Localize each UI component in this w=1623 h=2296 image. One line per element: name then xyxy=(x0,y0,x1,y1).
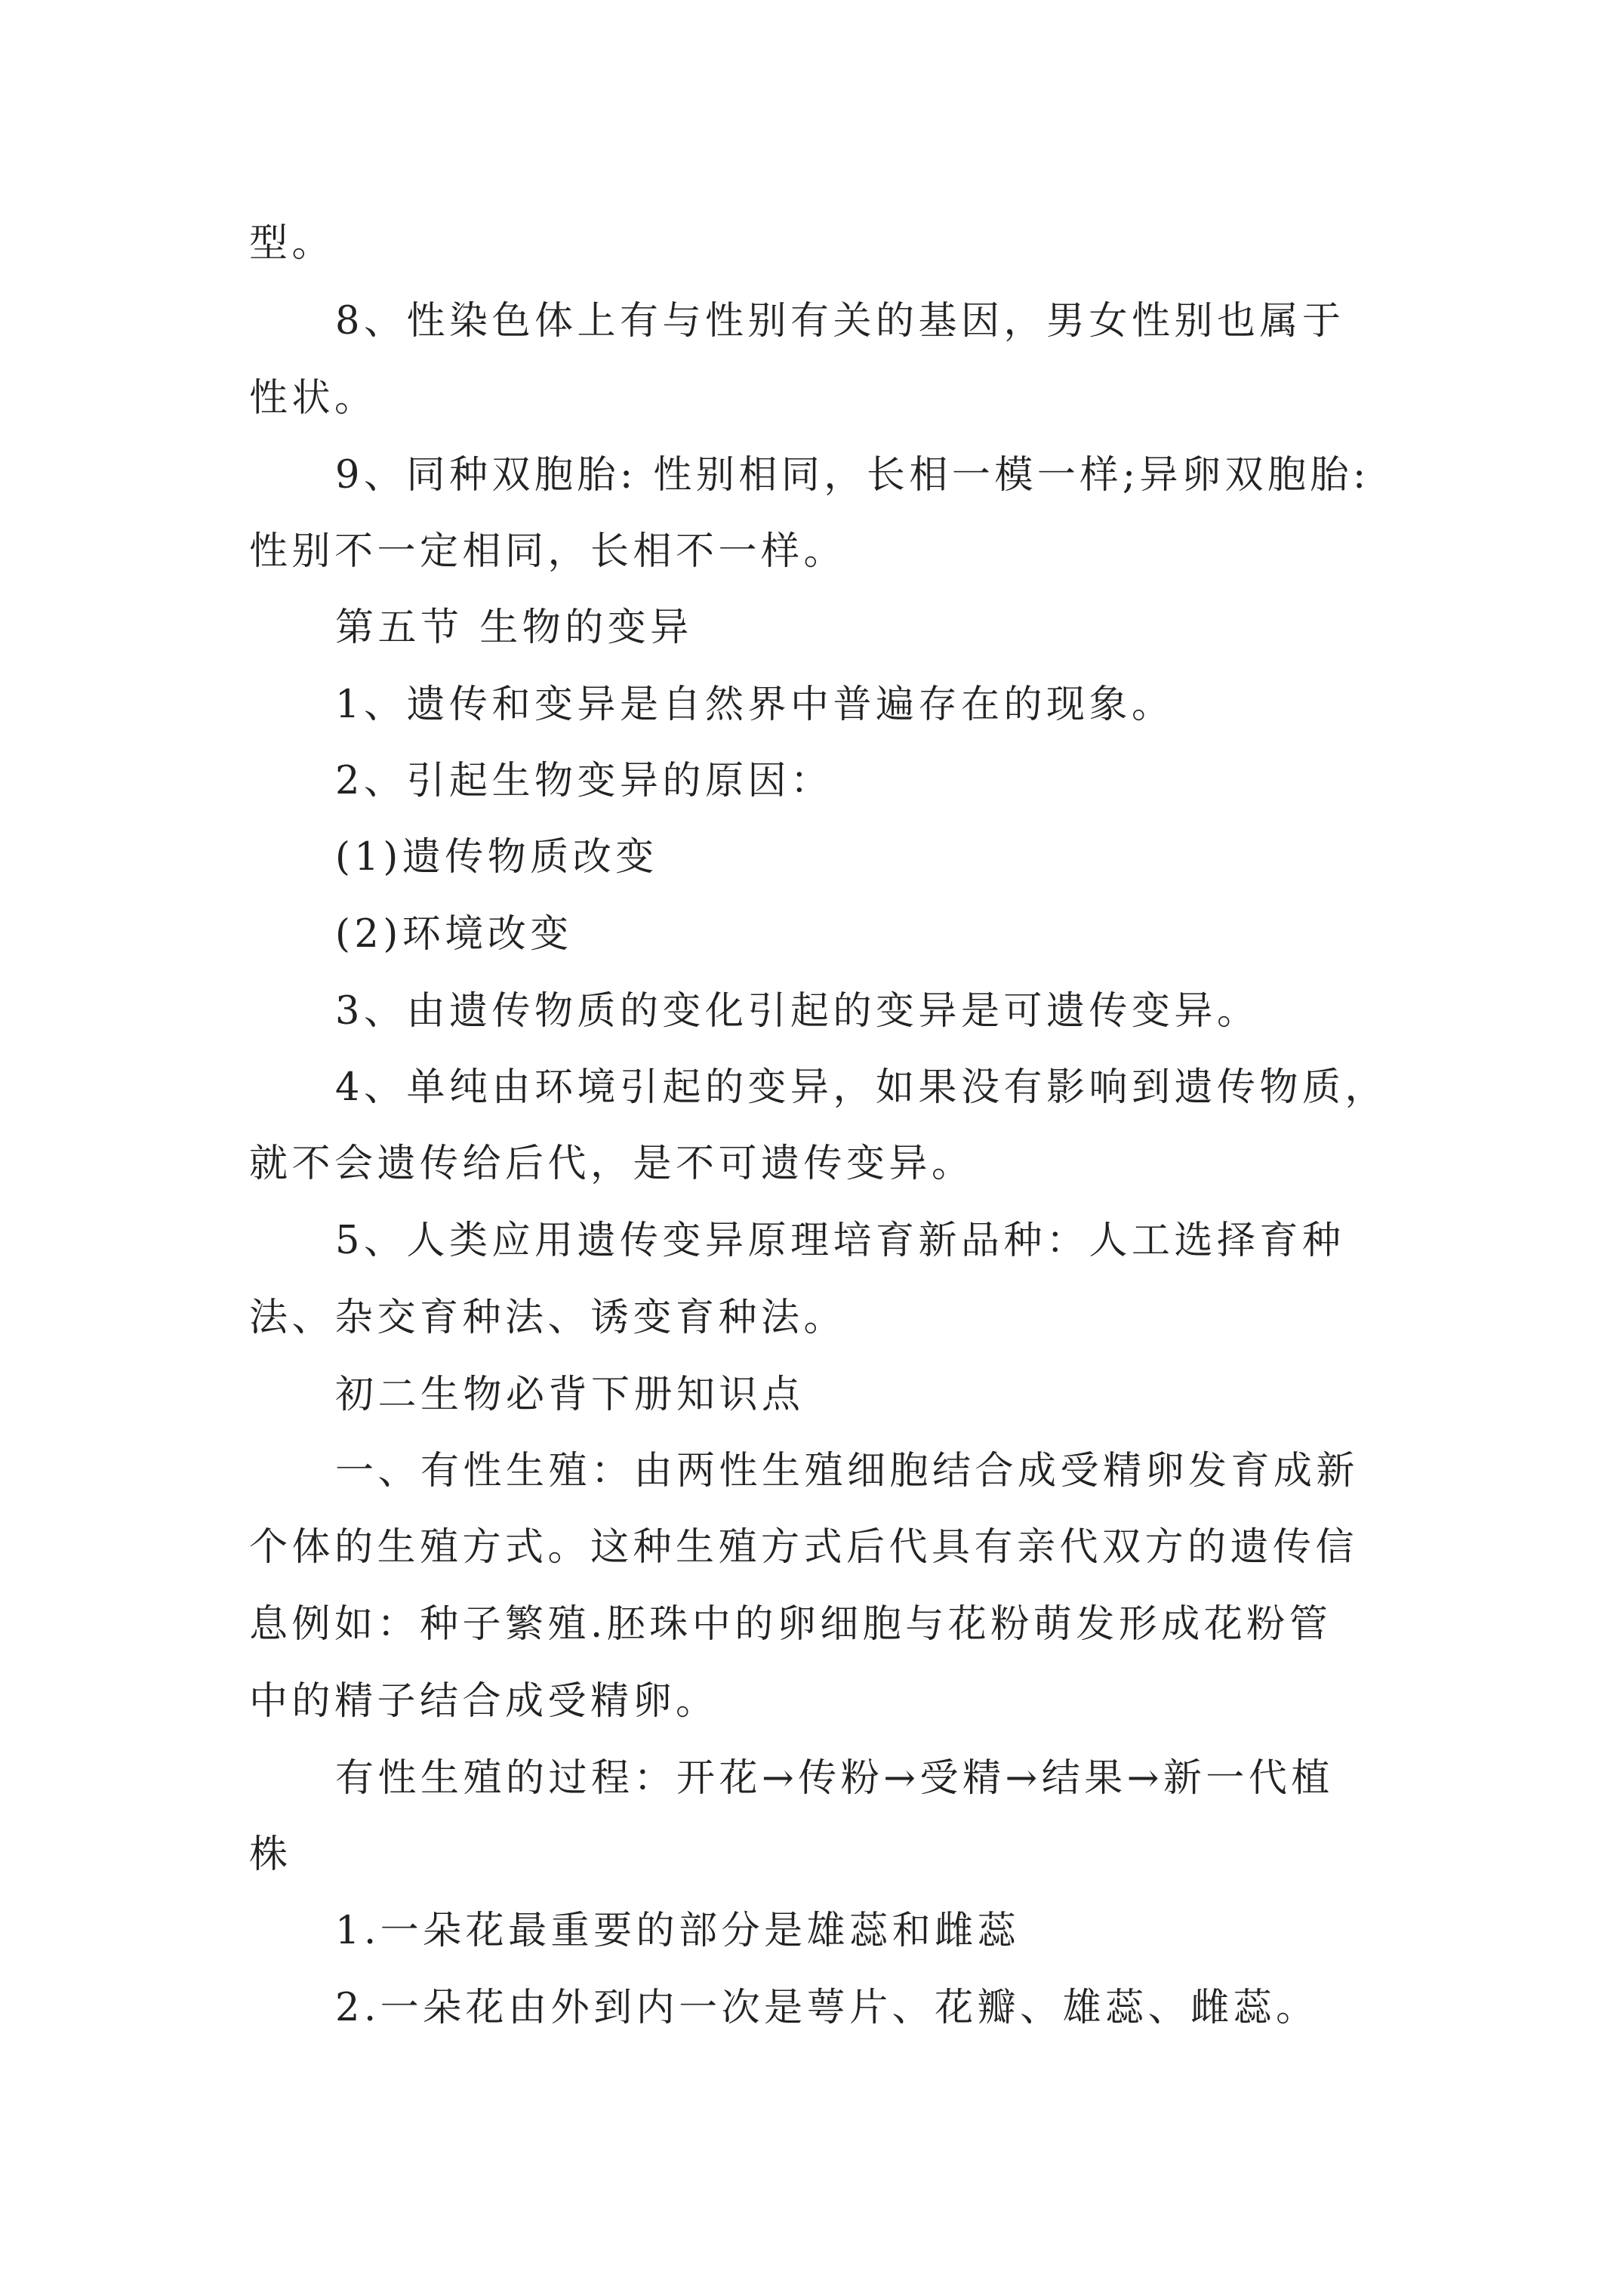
text-line: 有性生殖的过程：开花→传粉→受精→结果→新一代植 xyxy=(335,1756,1334,1801)
text-line: 性状。 xyxy=(249,376,377,421)
text-line: 2.一朵花由外到内一次是萼片、花瓣、雄蕊、雌蕊。 xyxy=(335,1986,1319,2030)
text-line: (2)环境改变 xyxy=(335,912,573,957)
text-line: 3、由遗传物质的变化引起的变异是可遗传变异。 xyxy=(335,989,1260,1034)
text-line: 就不会遗传给后代，是不可遗传变异。 xyxy=(249,1142,975,1186)
text-line: 息例如：种子繁殖.胚珠中的卵细胞与花粉萌发形成花粉管 xyxy=(249,1602,1332,1647)
text-line: 一、有性生殖：由两性生殖细胞结合成受精卵发育成新 xyxy=(335,1449,1360,1493)
text-line: 8、性染色体上有与性别有关的基因，男女性别也属于 xyxy=(335,299,1345,344)
text-line: 法、杂交育种法、诱变育种法。 xyxy=(249,1296,847,1340)
section-heading: 第五节 生物的变异 xyxy=(335,606,693,650)
text-line: (1)遗传物质改变 xyxy=(335,835,658,880)
text-line: 1、遗传和变异是自然界中普遍存在的现象。 xyxy=(335,683,1175,727)
text-line: 性别不一定相同，长相不一样。 xyxy=(249,529,847,574)
text-line: 5、人类应用遗传变异原理培育新品种：人工选择育种 xyxy=(335,1219,1345,1263)
text-line: 1.一朵花最重要的部分是雄蕊和雌蕊 xyxy=(335,1909,1021,1953)
text-line: 个体的生殖方式。这种生殖方式后代具有亲代双方的遗传信 xyxy=(249,1525,1359,1570)
text-line: 型。 xyxy=(249,221,335,266)
section-heading: 初二生物必背下册知识点 xyxy=(335,1373,805,1417)
text-line: 9、同种双胞胎: 性别相同，长相一模一样;异卵双胞胎: xyxy=(335,453,1370,498)
text-line: 中的精子结合成受精卵。 xyxy=(249,1679,719,1724)
text-line: 2、引起生物变异的原因： xyxy=(335,759,833,803)
text-line: 株 xyxy=(249,1832,292,1877)
text-line: 4、单纯由环境引起的变异，如果没有影响到遗传物质， xyxy=(335,1065,1387,1110)
